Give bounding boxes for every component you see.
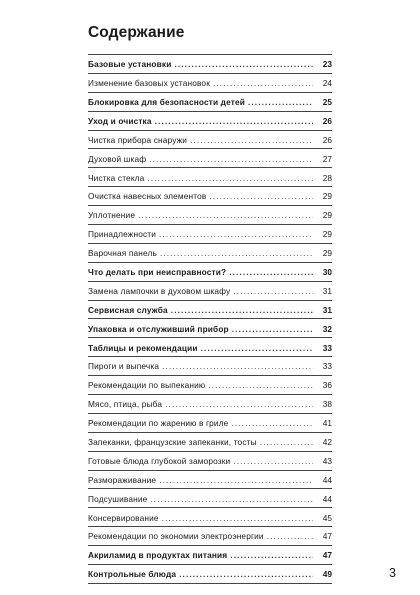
toc-entry-page: 44 [322, 474, 332, 485]
toc-entry [88, 263, 332, 282]
toc-entry-page: 28 [322, 172, 332, 183]
toc-entry-title: Изменение базовых установок [88, 78, 210, 89]
toc-dot-leader [162, 514, 313, 522]
toc-entry-title: Запеканки, французские запеканки, тосты [88, 437, 257, 448]
toc-entry [88, 74, 332, 93]
toc-entry-page: 44 [322, 493, 332, 504]
toc-entry-page: 33 [322, 342, 332, 353]
toc-dot-leader [159, 476, 313, 484]
toc-entry-page: 42 [322, 437, 332, 448]
toc-entry-page: 49 [322, 569, 332, 580]
toc-entry-page: 31 [322, 304, 332, 315]
toc-entry-page: 32 [322, 323, 332, 334]
toc-entry-title: Сервисная служба [88, 304, 168, 315]
toc-entry-page: 43 [322, 455, 332, 466]
toc-entry-title: Мясо, птица, рыба [88, 399, 163, 410]
toc-dot-leader [150, 495, 313, 503]
toc-dot-leader [233, 457, 313, 465]
toc-dot-leader [159, 230, 313, 238]
table-of-contents [88, 54, 332, 584]
toc-dot-leader [147, 174, 313, 182]
toc-entry [88, 395, 332, 414]
toc-entry-page: 38 [322, 399, 332, 410]
toc-entry-page: 27 [322, 153, 332, 164]
toc-entry [88, 282, 332, 301]
toc-entry [88, 376, 332, 395]
toc-entry-page: 31 [322, 285, 332, 296]
toc-dot-leader [155, 117, 313, 125]
toc-entry-title: Рекомендации по жарению в гриле [88, 418, 229, 429]
toc-entry-title: Контрольные блюда [88, 569, 177, 580]
toc-entry-title: Чистка стекла [88, 172, 145, 183]
toc-entry [88, 414, 332, 433]
toc-dot-leader [138, 211, 313, 219]
toc-entry [88, 225, 332, 244]
toc-entry [88, 168, 332, 187]
toc-entry-page: 26 [322, 134, 332, 145]
toc-entry-page: 45 [322, 512, 332, 523]
toc-entry-title: Варочная панель [88, 248, 157, 259]
toc-entry-title: Принадлежности [88, 229, 157, 240]
toc-entry-title: Рекомендации по выпеканию [88, 380, 206, 391]
toc-entry [88, 206, 332, 225]
toc-entry-page: 29 [322, 191, 332, 202]
toc-entry-page: 23 [322, 59, 332, 70]
toc-entry [88, 471, 332, 490]
toc-dot-leader [232, 325, 313, 333]
toc-entry-title: Уплотнение [88, 210, 136, 221]
toc-dot-leader [260, 438, 313, 446]
toc-dot-leader [165, 400, 313, 408]
toc-dot-leader [160, 249, 313, 257]
toc-dot-leader [190, 136, 313, 144]
toc-entry [88, 149, 332, 168]
toc-entry [88, 508, 332, 527]
toc-entry-page: 29 [322, 248, 332, 259]
toc-entry-title: Размораживание [88, 474, 157, 485]
toc-dot-leader [209, 192, 313, 200]
toc-dot-leader [171, 306, 313, 314]
toc-entry-title: Пироги и выпечка [88, 361, 160, 372]
toc-entry [88, 489, 332, 508]
toc-entry-title: Упаковка и отслуживший прибор [88, 323, 229, 334]
toc-entry-page: 25 [322, 96, 332, 107]
toc-entry-page: 47 [322, 550, 332, 561]
toc-entry-page: 41 [322, 418, 332, 429]
toc-entry [88, 301, 332, 320]
toc-entry-title: Блокировка для безопасности детей [88, 96, 245, 107]
toc-entry [88, 338, 332, 357]
toc-dot-leader [248, 98, 313, 106]
toc-entry [88, 527, 332, 546]
toc-entry [88, 55, 332, 74]
toc-entry-page: 47 [322, 531, 332, 542]
toc-entry [88, 93, 332, 112]
toc-dot-leader [149, 155, 313, 163]
toc-entry-title: Рекомендации по экономии электроэнергии [88, 531, 264, 542]
toc-entry [88, 565, 332, 584]
toc-entry [88, 357, 332, 376]
page-number: 3 [389, 566, 396, 580]
toc-entry [88, 319, 332, 338]
toc-entry [88, 452, 332, 471]
toc-entry-title: Подсушивание [88, 493, 148, 504]
page-title: Содержание [88, 24, 185, 41]
toc-dot-leader [162, 362, 313, 370]
toc-dot-leader [231, 419, 313, 427]
toc-entry [88, 112, 332, 131]
toc-entry-title: Чистка прибора снаружи [88, 134, 188, 145]
toc-dot-leader [208, 381, 313, 389]
toc-entry [88, 131, 332, 150]
toc-entry-title: Акриламид в продуктах питания [88, 550, 228, 561]
toc-dot-leader [233, 287, 313, 295]
toc-dot-leader [230, 551, 313, 559]
toc-entry-title: Базовые установки [88, 59, 172, 70]
toc-dot-leader [201, 344, 313, 352]
toc-dot-leader [229, 268, 313, 276]
toc-entry-title: Консервирование [88, 512, 159, 523]
toc-entry-title: Что делать при неисправности? [88, 267, 227, 277]
toc-entry [88, 546, 332, 565]
toc-dot-leader [174, 60, 313, 68]
toc-entry-title: Замена лампочки в духовом шкафу [88, 285, 231, 296]
toc-entry-page: 29 [322, 229, 332, 240]
toc-entry-title: Духовой шкаф [88, 153, 147, 164]
toc-dot-leader [179, 570, 313, 578]
toc-entry-page: 29 [322, 210, 332, 221]
toc-entry-title: Очистка навесных элементов [88, 191, 207, 202]
toc-dot-leader [213, 79, 313, 87]
toc-entry-page: 33 [322, 361, 332, 372]
toc-entry [88, 187, 332, 206]
toc-entry [88, 244, 332, 263]
toc-dot-leader [267, 532, 313, 540]
toc-entry-title: Уход и очистка [88, 115, 152, 126]
toc-entry-title: Таблицы и рекомендации [88, 342, 198, 353]
toc-entry [88, 433, 332, 452]
toc-entry-page: 24 [322, 78, 332, 89]
toc-entry-title: Готовые блюда глубокой заморозки [88, 455, 231, 466]
toc-entry-page: 36 [322, 380, 332, 391]
toc-entry-page: 26 [322, 115, 332, 126]
toc-entry-page: 30 [322, 267, 332, 277]
